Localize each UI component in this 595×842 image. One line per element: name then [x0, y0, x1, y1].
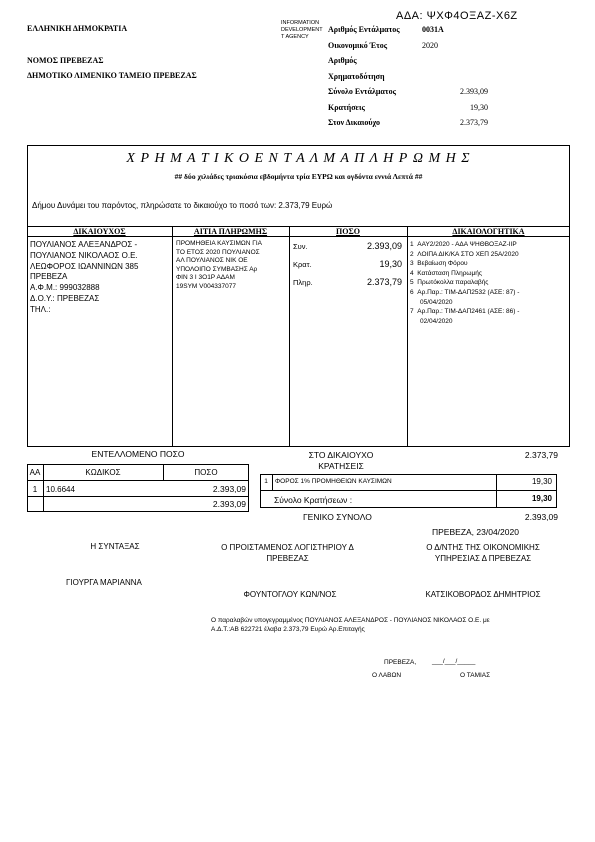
info-label: Σύνολο Εντάλματος	[328, 87, 396, 96]
info-label: Οικονομικό Έτος	[328, 40, 388, 50]
doc-item	[410, 288, 519, 298]
payment-cause	[176, 240, 262, 292]
cause-line: ΤΟ ΕΤΟΣ 2020 ΠΟΥΛΙΑΝΟΣ	[176, 248, 260, 256]
agency-stamp	[281, 20, 323, 41]
divider	[27, 496, 249, 497]
info-label: Αριθμός Εντάλματος	[328, 25, 400, 34]
ordered-code: 10.6644	[46, 485, 75, 494]
ordered-header-code: ΚΩΔΙΚΟΣ	[85, 468, 121, 477]
doc-text: Βεβαίωση Φόρου	[417, 260, 468, 268]
col-header-docs: ΔΙΚΑΙΟΛΟΓΗΤΙΚΑ	[452, 227, 525, 236]
grand-total-value: 2.393,09	[524, 512, 558, 522]
agency-line: DEVELOPMENT	[281, 27, 323, 33]
divider	[172, 226, 173, 447]
doc-text: Πρωτόκολλα παραλαβής	[417, 279, 489, 287]
info-label: Χρηματοδότηση	[328, 71, 385, 81]
agency-line: INFORMATION	[281, 20, 320, 26]
beneficiary-line: Α.Φ.Μ.: 999032888	[30, 283, 100, 293]
info-row	[328, 38, 488, 54]
doc-number: 6	[410, 288, 414, 296]
cause-line: 19SYM V004337077	[176, 282, 236, 290]
doc-text: Αρ.Παρ.: ΤΙΜ-ΔΑΠ2461 (ΑΣΕ: 86) -	[417, 308, 520, 316]
info-value: 0031Α	[422, 25, 444, 34]
country-name: ΕΛΛΗΝΙΚΗ ΔΗΜΟΚΡΑΤΙΑ	[27, 24, 128, 33]
fund-name: ΔΗΜΟΤΙΚΟ ΛΙΜΕΝΙΚΟ ΤΑΜΕΙΟ ΠΡΕΒΕΖΑΣ	[27, 71, 197, 80]
amount-in-words: ## δύο χιλιάδες τριακόσια εβδομήντα τρία ΕΥΡΩ και ογδόντα εννιά Λεπτά ##	[174, 172, 423, 181]
role-finance-director	[398, 542, 568, 564]
role-compiler: Η ΣΥΝΤΑΞΑΣ	[90, 542, 140, 551]
doc-number: 1	[410, 241, 414, 248]
doc-item	[410, 259, 519, 269]
role-line: ΠΡΕΒΕΖΑΣ	[266, 554, 309, 563]
doc-text: Κατάσταση Πληρωμής	[417, 269, 482, 277]
info-block	[328, 22, 488, 131]
doc-item	[410, 278, 519, 288]
amount-label: Πληρ.	[293, 278, 313, 287]
agency-line: T AGENCY	[281, 34, 309, 40]
beneficiary-total-value: 2.373,79	[524, 450, 558, 460]
divider	[27, 236, 570, 237]
ordered-total: 2.393,09	[212, 499, 246, 509]
beneficiary-line: ΠΡΕΒΕΖΑ	[30, 272, 68, 282]
cause-line: ΠΡΟΜΗΘΕΙΑ ΚΑΥΣΙΜΩΝ ΓΙΑ	[176, 240, 263, 247]
beneficiary-line: ΠΟΥΛΙΑΝΟΣ ΑΛΕΞΑΝΔΡΟΣ -	[30, 240, 138, 249]
doc-number: 5	[410, 279, 414, 287]
withholdings-total-value: 19,30	[531, 494, 552, 503]
signatory-name: ΦΟΥΝΤΟΓΛΟΥ ΚΩΝ/ΝΟΣ	[243, 590, 337, 599]
info-row	[328, 22, 488, 38]
cause-line: ΥΠΟΛΟΙΠΟ ΣΥΜΒΑΣΗΣ Αρ	[176, 265, 258, 273]
ordered-aa: 1	[32, 485, 38, 494]
doc-item: 05/04/2020	[420, 298, 453, 306]
signatory-name: ΚΑΤΣΙΚΟΒΟΡΔΟΣ ΔΗΜΗΤΡΙΟΣ	[425, 590, 541, 599]
role-accounting-head	[205, 542, 370, 564]
amount-label: Κρατ.	[293, 260, 312, 269]
amount-value: 19,30	[379, 259, 402, 269]
col-header-beneficiary: ΔΙΚΑΙΟΥΧΟΣ	[73, 227, 126, 236]
receipt-line: Ο παραλαβών υπογεγραμμένος ΠΟΥΛΙΑΝΟΣ ΑΛΕΞΑΝΔΡΟΣ - ΠΟΥΛΙΑΝΟΣ ΝΙΚΟΛΑΟΣ Ο.Ε. με	[211, 617, 490, 624]
amount-value: 2.393,09	[366, 241, 402, 251]
doc-number: 4	[410, 269, 414, 277]
beneficiary-details	[30, 240, 138, 316]
info-value: 2.393,09	[460, 87, 488, 96]
info-row	[328, 84, 488, 100]
divider	[27, 480, 249, 481]
doc-item: 02/04/2020	[420, 317, 453, 325]
receipt-date-blank: ___/___/_____	[432, 658, 476, 665]
doc-text: ΑΑΥ2/2020 - ΑΔΑ ΨΗΘΒΟΞΑΖ-ΙΙΡ	[417, 241, 517, 248]
info-label: Αριθμός	[328, 56, 357, 65]
ada-code: ΑΔΑ: ΨΧΦ4ΟΞΑΖ-Χ6Ζ	[396, 10, 518, 22]
beneficiary-line: ΠΟΥΛΙΑΝΟΣ ΝΙΚΟΛΑΟΣ Ο.Ε.	[30, 250, 138, 260]
divider	[272, 474, 273, 490]
ordered-amount-title: ΕΝΤΕΛΛΟΜΕΝΟ ΠΟΣΟ	[91, 449, 185, 459]
cause-line: ΦΙΝ 3 Ι 3Ο1Ρ ΑΔΑΜ	[176, 274, 235, 282]
beneficiary-total-label	[300, 450, 382, 472]
doc-number: 7	[410, 308, 414, 316]
grand-total-label: ΓΕΝΙΚΟ ΣΥΝΟΛΟ	[303, 512, 372, 522]
ordered-header-amount: ΠΟΣΟ	[194, 468, 218, 477]
signatory-name: ΓΙΟΥΡΓΑ ΜΑΡΙΑΝΝΑ	[66, 578, 142, 587]
info-row	[328, 115, 488, 131]
beneficiary-line: Δ.Ο.Υ.: ΠΡΕΒΕΖΑΣ	[30, 293, 100, 303]
cause-line: ΑΛ ΠΟΥΛΙΑΝΟΣ ΝΙΚ ΟΕ	[176, 257, 248, 265]
col-header-amount: ΠΟΣΟ	[336, 227, 360, 236]
supporting-documents	[410, 240, 519, 326]
beneficiary-line: ΛΕΩΦΟΡΟΣ ΙΩΑΝΝΙΝΩΝ 385	[30, 261, 139, 271]
doc-number: 3	[410, 260, 414, 268]
withholding-number: 1	[264, 478, 268, 485]
receipt-line: Α.Δ.Τ.:ΑΒ 622721 έλαβα 2.373,79 Ευρώ Αρ.Επιταγής	[211, 626, 365, 633]
payment-instruction: Δήμου Δυνάμει του παρόντος, πληρώσατε το δικαιούχο το ποσό των: 2.373,79 Ευρώ	[32, 201, 333, 210]
divider	[289, 226, 290, 447]
document-title: Χ Ρ Η Μ Α Τ Ι Κ Ο Ε Ν Τ Α Λ Μ Α Π Λ Η Ρ Ω Μ Η Σ	[126, 151, 471, 166]
role-line: Ο ΠΡΟΙΣΤΑΜΕΝΟΣ ΛΟΓΙΣΤΗΡΙΟΥ Δ	[221, 543, 354, 552]
role-line: ΥΠΗΡΕΣΙΑΣ Δ ΠΡΕΒΕΖΑΣ	[434, 554, 532, 563]
info-value: 2020	[422, 40, 438, 50]
amount-value: 2.373,79	[366, 277, 402, 287]
doc-item	[410, 269, 519, 279]
receipt-text	[211, 616, 490, 634]
doc-number: 2	[410, 250, 414, 258]
ordered-amount: 2.393,09	[212, 484, 246, 494]
withholding-value: 19,30	[531, 477, 552, 486]
amount-label: Συν.	[293, 242, 308, 251]
doc-text: ΛΟΙΠΑ ΔΙΚ/ΚΑ ΣΤΟ ΧΕΠ 25Α/2020	[417, 250, 519, 258]
divider	[260, 490, 557, 491]
prefecture-name: ΝΟΜΟΣ ΠΡΕΒΕΖΑΣ	[27, 56, 104, 65]
info-label: Στον Δικαιούχο	[328, 118, 380, 127]
withholdings-total-label: Σύνολο Κρατήσεων :	[274, 495, 353, 505]
receiver-label: Ο ΛΑΒΩΝ	[372, 672, 402, 679]
withholdings-label: ΚΡΑΤΗΣΕΙΣ	[318, 461, 364, 471]
doc-item	[410, 240, 519, 250]
beneficiary-total-label-line: ΣΤΟ ΔΙΚΑΙΟΥΧΟ	[308, 450, 374, 460]
withholding-label: ΦΟΡΟΣ 1% ΠΡΟΜΗΘΕΙΩΝ ΚΑΥΣΙΜΩΝ	[275, 478, 392, 485]
info-value: 2.373,79	[460, 118, 488, 127]
col-header-cause: ΑΙΤΙΑ ΠΛΗΡΩΜΗΣ	[193, 227, 268, 236]
receipt-place: ΠΡΕΒΕΖΑ,	[384, 659, 417, 666]
info-row	[328, 69, 488, 85]
cashier-label: Ο ΤΑΜΙΑΣ	[460, 672, 491, 679]
doc-text: Αρ.Παρ.: ΤΙΜ-ΔΑΠ2532 (ΑΣΕ: 87) -	[417, 288, 520, 296]
info-value: 19,30	[470, 102, 488, 112]
beneficiary-line: ΤΗΛ.:	[30, 304, 51, 314]
role-line: Ο Δ/ΝΤΗΣ ΤΗΣ ΟΙΚΟΝΟΜΙΚΗΣ	[426, 543, 540, 552]
ordered-header-aa: ΑΑ	[29, 468, 41, 477]
info-label: Κρατήσεις	[328, 102, 365, 112]
info-row	[328, 100, 488, 116]
doc-item	[410, 307, 519, 317]
divider	[407, 226, 408, 447]
divider	[496, 474, 497, 508]
info-row	[328, 53, 488, 69]
doc-item	[410, 250, 519, 260]
place-date: ΠΡΕΒΕΖΑ, 23/04/2020	[432, 527, 519, 537]
